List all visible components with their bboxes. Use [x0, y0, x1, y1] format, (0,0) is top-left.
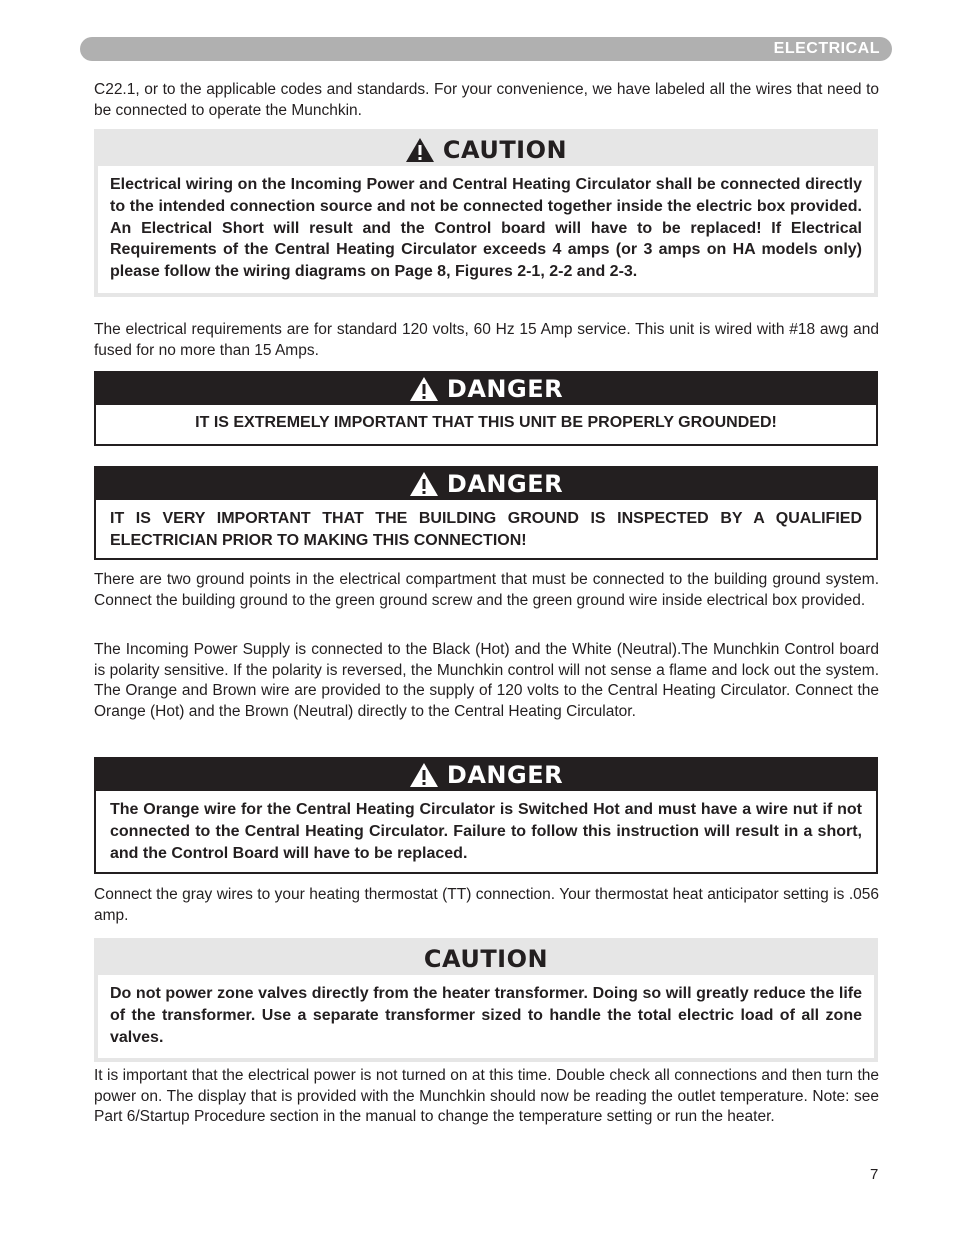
page-number: 7: [870, 1166, 879, 1183]
danger-text: The Orange wire for the Central Heating Circulator is Switched Hot and must have a wire nut if not connected to the Central Heating Circulator. Failure to follow this instruction will result in a short, and the Control Board will have to be replaced.: [110, 801, 862, 862]
caution-text: Electrical wiring on the Incoming Power and Central Heating Circulator shall be connected directly to the intended connection source and not be connected together inside the electric box provided. An Electrical Short will result and the Control board will have to be replaced! If Electrical Requirements of the Central Heating Circulator exceeds 4 amps (or 3 amps on HA models only) please follow the wiring diagrams on Page 8, Figures 2-1, 2-2 and 2-3.: [110, 176, 862, 281]
danger-heading: DANGER: [446, 375, 564, 403]
caution-heading: CAUTION: [423, 944, 549, 973]
danger-body: [96, 791, 876, 870]
danger-box-grounding: [94, 371, 878, 446]
caution-header: [98, 942, 874, 975]
danger-body: [96, 405, 876, 440]
danger-header: [96, 759, 876, 791]
warning-triangle-icon: [409, 376, 439, 402]
danger-heading: DANGER: [446, 470, 564, 498]
paragraph-ground-points: There are two ground points in the electrical compartment that must be connected to the building ground system. Connect the building ground to the green ground screw and the green ground wire inside electrical box provided.: [94, 571, 879, 609]
paragraph-electrical-requirements: The electrical requirements are for standard 120 volts, 60 Hz 15 Amp service. This unit is wired with #18 awg and fused for no more than 15 Amps.: [94, 321, 879, 359]
danger-text: IT IS VERY IMPORTANT THAT THE BUILDING GROUND IS INSPECTED BY A QUALIFIED ELECTRICIAN PRIOR TO MAKING THIS CONNECTION!: [110, 510, 862, 549]
paragraph-power-supply: The Incoming Power Supply is connected to the Black (Hot) and the White (Neutral).The Munchkin Control board is polarity sensitive. If the polarity is reversed, the Munchkin control will not sense a flame and lock out the system. The Orange and Brown wire are provided to the supply of 120 volts to the Central Heating Circulator. Connect the Orange (Hot) and the Brown (Neutral) directly to the Central Heating Circulator.: [94, 641, 879, 720]
danger-heading: DANGER: [446, 761, 564, 789]
caution-box-zone-valves: [94, 938, 878, 1062]
caution-header: [98, 133, 874, 166]
section-header-bar: [80, 37, 892, 61]
warning-triangle-icon: [409, 471, 439, 497]
section-title: ELECTRICAL: [773, 40, 880, 57]
danger-header: [96, 468, 876, 500]
danger-header: [96, 373, 876, 405]
caution-text: Do not power zone valves directly from the heater transformer. Doing so will greatly reduce the life of the transformer. Use a separate transformer sized to handle the total electric load of all zone valves.: [110, 985, 862, 1046]
danger-box-orange-wire: [94, 757, 878, 874]
caution-body: [98, 166, 874, 293]
caution-heading: CAUTION: [442, 135, 568, 164]
danger-text: IT IS EXTREMELY IMPORTANT THAT THIS UNIT BE PROPERLY GROUNDED!: [195, 414, 777, 431]
paragraph-thermostat: Connect the gray wires to your heating thermostat (TT) connection. Your thermostat heat anticipator setting is .056 amp.: [94, 886, 879, 924]
danger-box-electrician: [94, 466, 878, 560]
caution-body: [98, 975, 874, 1058]
paragraph-intro: C22.1, or to the applicable codes and standards. For your convenience, we have labeled all the wires that need to be connected to operate the Munchkin.: [94, 81, 879, 119]
warning-triangle-icon: [409, 762, 439, 788]
paragraph-power-on: It is important that the electrical power is not turned on at this time. Double check all connections and then turn the power on. The display that is provided with the Munchkin should now be reading the outlet temperature. Note: see Part 6/Startup Procedure section in the manual to change the temperature setting or run the heater.: [94, 1067, 879, 1125]
warning-triangle-icon: [405, 137, 435, 163]
caution-box-wiring: [94, 129, 878, 297]
danger-body: [96, 500, 876, 558]
